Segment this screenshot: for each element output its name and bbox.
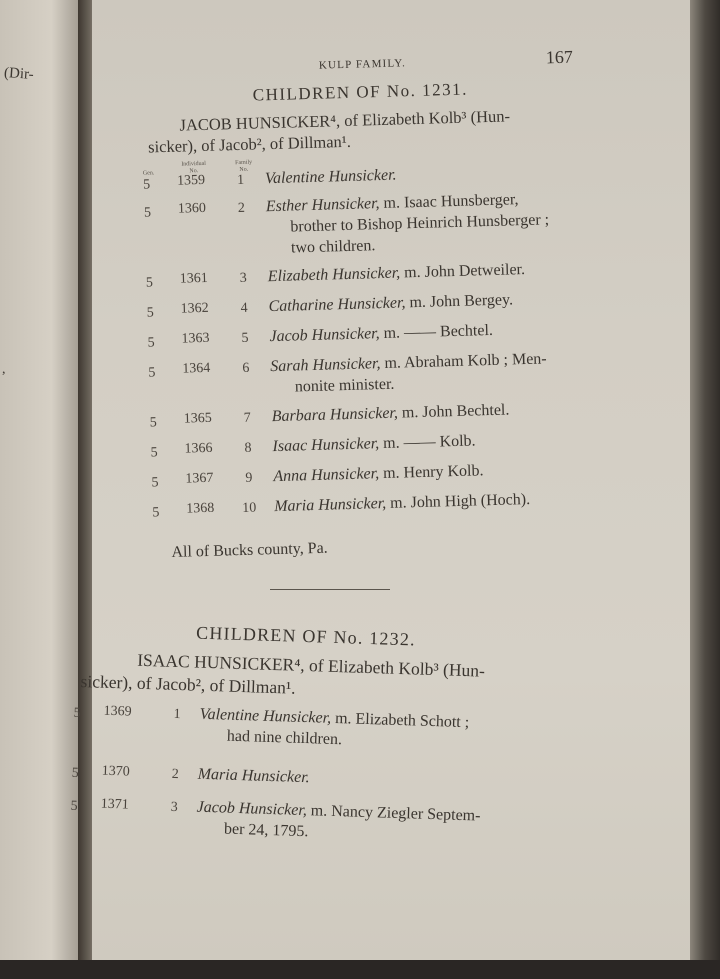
entry-family-number: 5	[241, 330, 249, 346]
col-header-gen: Gen.	[142, 170, 155, 177]
left-page-fragment: (Dir-	[3, 64, 35, 84]
entry-generation: 5	[149, 415, 158, 431]
marriage-details: m. John Bergey.	[405, 291, 514, 312]
child-name: Maria Hunsicker,	[273, 494, 387, 516]
entry-family-number: 2	[171, 766, 179, 783]
entry-generation: 5	[142, 177, 151, 193]
section-1-parent-line-2: sicker), of Jacob², of Dillman¹.	[147, 131, 352, 157]
entry-family-number: 2	[237, 200, 246, 217]
running-header-title: KULP FAMILY.	[318, 57, 407, 72]
entry-generation: 5	[143, 205, 152, 221]
entry-generation: 5	[146, 305, 154, 321]
marriage-details: m. Elizabeth Schott ;	[330, 709, 470, 732]
col-header-family: Family No.	[235, 159, 253, 173]
entry-generation: 5	[71, 765, 79, 781]
child-name: Sarah Hunsicker,	[270, 355, 381, 376]
entry-family-number: 1	[236, 172, 245, 189]
marriage-details: m. —— Kolb.	[378, 432, 476, 453]
marriage-details: m. —— Bechtel.	[379, 321, 494, 343]
marriage-details: m. Isaac Hunsberger,	[379, 191, 519, 213]
entry-family-number: 6	[242, 360, 250, 376]
right-page-edge	[690, 0, 720, 960]
entry-generation: 5	[145, 275, 154, 291]
entry-generation: 5	[150, 445, 158, 461]
entry-generation: 5	[70, 798, 78, 814]
section-1-parent-line-1: JACOB HUNSICKER⁴, of Elizabeth Kolb³ (Hun-	[179, 106, 511, 135]
lower-text-block	[62, 0, 700, 979]
entry-generation: 5	[148, 365, 156, 381]
entry-family-number: 3	[239, 270, 248, 286]
child-name: Anna Hunsicker,	[273, 465, 380, 486]
entry-individual-number: 1368	[186, 500, 215, 517]
entry-generation: 5	[147, 335, 155, 351]
entry-individual-number: 1364	[182, 360, 211, 377]
entry-generation: 5	[151, 475, 159, 491]
marriage-details: m. Nancy Ziegler Septem-	[306, 802, 481, 825]
entry-continuation: had nine children.	[226, 727, 343, 749]
entry-text	[197, 766, 309, 788]
entry-individual-number: 1370	[101, 763, 131, 780]
child-name: Valentine Hunsicker.	[264, 166, 397, 188]
page-number: 167	[545, 46, 574, 68]
entry-individual-number: 1360	[177, 200, 207, 217]
entry-generation: 5	[73, 705, 81, 721]
entry-individual-number: 1359	[176, 172, 206, 189]
child-name: Jacob Hunsicker,	[269, 325, 380, 346]
entry-continuation: ber 24, 1795.	[223, 820, 309, 841]
entry-family-number: 8	[244, 440, 252, 456]
marriage-details: m. Henry Kolb.	[378, 462, 484, 483]
marriage-details: m. Abraham Kolb ; Men-	[380, 350, 547, 373]
entry-family-number: 7	[243, 410, 251, 426]
entry-individual-number: 1365	[183, 410, 212, 427]
entry-generation: 5	[152, 505, 160, 521]
entry-family-number: 3	[170, 799, 178, 816]
col-header-individual: Individual No.	[181, 160, 207, 175]
entry-individual-number: 1366	[184, 440, 213, 457]
child-name: Valentine Hunsicker,	[199, 705, 332, 727]
child-name: Isaac Hunsicker,	[272, 435, 380, 456]
entry-continuation: nonite minister.	[294, 375, 395, 396]
section-1-heading: CHILDREN OF No. 1231.	[252, 79, 469, 105]
section-2-heading: CHILDREN OF No. 1232.	[195, 622, 417, 650]
marriage-details: m. John Bechtel.	[397, 401, 510, 422]
entry-individual-number: 1367	[185, 470, 214, 487]
section-1-footer: All of Bucks county, Pa.	[171, 539, 328, 561]
book-page	[70, 0, 700, 960]
entry-individual-number: 1369	[103, 703, 132, 720]
entry-individual-number: 1361	[179, 270, 209, 287]
entry-family-number: 1	[173, 706, 181, 723]
child-name: Catharine Hunsicker,	[268, 294, 406, 316]
entry-family-number: 9	[245, 470, 253, 486]
left-page-fragment-2: ,	[2, 362, 6, 377]
entry-individual-number: 1362	[180, 300, 209, 317]
child-name: Elizabeth Hunsicker,	[267, 264, 401, 286]
section-2-parent-line-2: sicker), of Jacob², of Dillman¹.	[80, 670, 296, 698]
entry-individual-number: 1363	[181, 330, 210, 347]
child-name: Barbara Hunsicker,	[271, 404, 399, 426]
section-2-parent-line-1: ISAAC HUNSICKER⁴, of Elizabeth Kolb³ (Hun-	[136, 649, 486, 681]
entry-continuation: two children.	[290, 237, 376, 257]
child-name: Maria Hunsicker.	[197, 765, 310, 787]
entry-individual-number: 1371	[100, 796, 129, 813]
child-name: Esther Hunsicker,	[265, 195, 380, 216]
entry-family-number: 4	[240, 300, 248, 316]
marriage-details: m. John High (Hoch).	[385, 490, 531, 512]
entry-family-number: 10	[242, 500, 257, 516]
marriage-details: m. John Detweiler.	[399, 261, 526, 282]
child-name: Jacob Hunsicker,	[196, 798, 308, 820]
entry-continuation: brother to Bishop Heinrich Hunsberger ;	[290, 211, 550, 236]
